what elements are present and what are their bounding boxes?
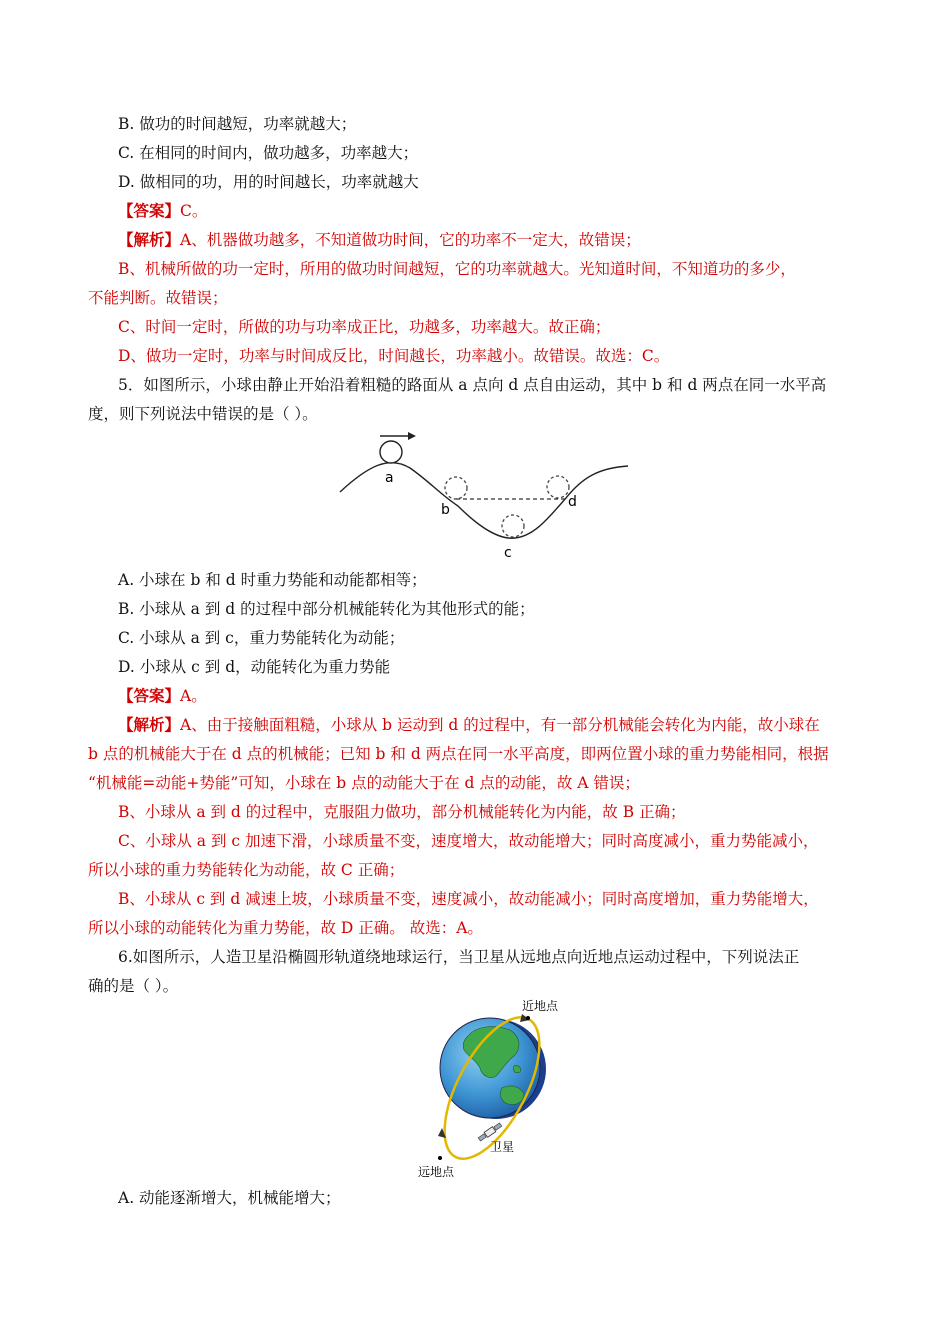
analysis-text: A、机器做功越多，不知道做功时间，它的功率不一定大，故错误； — [180, 231, 641, 249]
q4-answer — [118, 201, 864, 221]
q4-analysis-line: B、机械所做的功一定时，所用的做功时间越短，它的功率就越大。光知道时间，不知道功的多少， — [118, 260, 796, 278]
q5-stem: 度，则下列说法中错误的是（ ）。 — [88, 405, 318, 423]
q4-analysis-line: D、做功一定时，功率与时间成反比，时间越长，功率越小。故错误。故选：C。 — [118, 347, 670, 365]
q5-stem: 5．如图所示，小球由静止开始沿着粗糙的路面从 a 点向 d 点自由运动，其中 b 和 d 两点在同一水平高 — [118, 376, 827, 394]
answer-tag: 【答案】 — [118, 201, 181, 220]
ball-d — [547, 476, 569, 498]
rough-track-curve — [340, 463, 628, 539]
label-a: a — [385, 470, 394, 486]
label-apogee: 远地点 — [418, 1165, 455, 1179]
q5-option-c: C. 小球从 a 到 c，重力势能转化为动能； — [118, 629, 405, 647]
q5-option-b: B. 小球从 a 到 d 的过程中部分机械能转化为其他形式的能； — [118, 600, 535, 618]
q5-option-a: A. 小球在 b 和 d 时重力势能和动能都相等； — [118, 571, 427, 589]
q6-stem: 确的是（ ）。 — [88, 977, 179, 995]
label-b: b — [441, 502, 450, 518]
q5-analysis-line: B、小球从 c 到 d 减速上坡，小球质量不变，速度减小，故动能减小；同时高度增加，重力势能增大， — [118, 890, 819, 908]
label-perigee: 近地点 — [522, 999, 559, 1013]
q5-analysis-line: B、小球从 a 到 d 的过程中，克服阻力做功，部分机械能转化为内能，故 B 正确； — [118, 803, 686, 821]
apogee-point — [438, 1156, 442, 1160]
perigee-point — [526, 1016, 530, 1020]
q6-satellite-figure — [410, 996, 580, 1182]
q5-track-figure — [330, 428, 640, 563]
q4-option-b: B. 做功的时间越短，功率就越大； — [118, 115, 357, 133]
answer-value: C。 — [180, 202, 208, 220]
q6-option-a: A. 动能逐渐增大，机械能增大； — [118, 1189, 341, 1207]
arrow-head — [408, 432, 416, 440]
q5-analysis-line — [118, 715, 864, 735]
q5-answer — [118, 686, 864, 706]
label-satellite: 卫星 — [490, 1140, 515, 1154]
q5-analysis-line: b 点的机械能大于在 d 点的机械能；已知 b 和 d 两点在同一水平高度，即两位置小球的重力势能相同，根据 — [88, 745, 829, 763]
q5-analysis-line: 所以小球的重力势能转化为动能，故 C 正确； — [88, 861, 405, 879]
ball-a — [380, 441, 402, 463]
q4-option-d: D. 做相同的功，用的时间越长，功率就越大 — [118, 173, 419, 191]
analysis-tag: 【解析】 — [118, 230, 181, 249]
answer-tag: 【答案】 — [118, 686, 181, 705]
q5-analysis-line: “机械能=动能+势能”可知，小球在 b 点的动能大于在 d 点的动能，故 A 错误； — [88, 774, 640, 792]
label-c: c — [504, 545, 512, 561]
q4-analysis-line: C、时间一定时，所做的功与功率成正比，功越多，功率越大。故正确； — [118, 318, 611, 336]
q4-analysis-line — [118, 230, 864, 250]
q5-analysis-line: 所以小球的动能转化为重力势能，故 D 正确。 故选：A。 — [88, 919, 483, 937]
label-d: d — [568, 494, 577, 510]
ball-b — [445, 477, 467, 499]
q4-analysis-line: 不能判断。故错误； — [88, 289, 228, 307]
q5-option-d: D. 小球从 c 到 d，动能转化为重力势能 — [118, 658, 391, 676]
continent-islands — [513, 1065, 520, 1072]
q4-option-c: C. 在相同的时间内，做功越多，功率越大； — [118, 144, 419, 162]
answer-value: A。 — [180, 687, 207, 705]
analysis-text: A、由于接触面粗糙，小球从 b 运动到 d 的过程中，有一部分机械能会转化为内能，故小球在 — [180, 716, 820, 734]
q6-stem: 6.如图所示，人造卫星沿椭圆形轨道绕地球运行，当卫星从远地点向近地点运动过程中，下列说法正 — [118, 948, 800, 966]
q5-analysis-line: C、小球从 a 到 c 加速下滑，小球质量不变，速度增大，故动能增大；同时高度减小，重力势能减小， — [118, 832, 819, 850]
ball-c — [502, 515, 524, 537]
analysis-tag: 【解析】 — [118, 715, 181, 734]
